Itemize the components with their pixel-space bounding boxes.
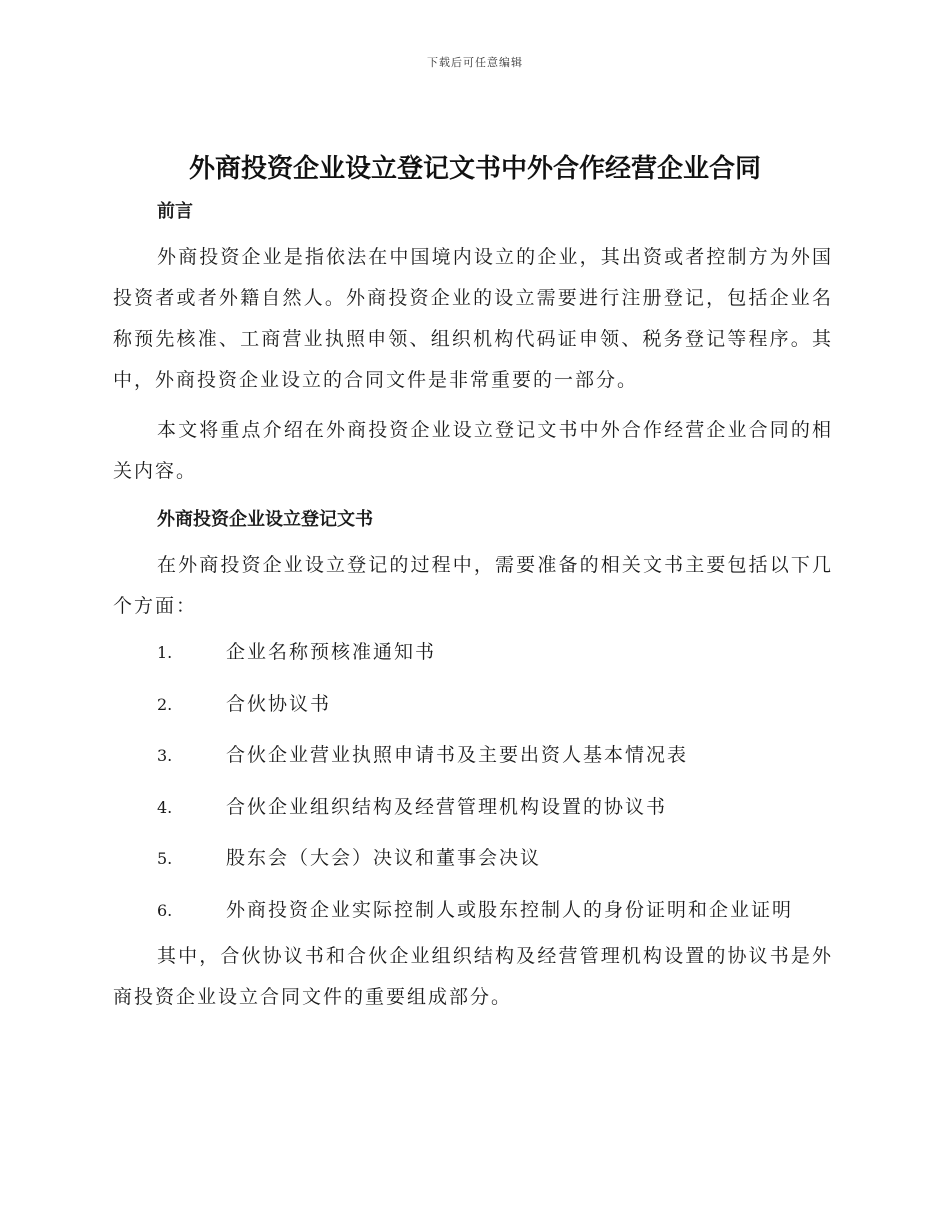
section-heading-registration-documents: 外商投资企业设立登记文书 [157,509,373,530]
page-header-note: 下载后可任意编辑 [427,56,523,69]
list-item-number: 6. [157,900,173,920]
list-item-text: 外商投资企业实际控制人或股东控制人的身份证明和企业证明 [226,898,794,921]
list-item [113,627,833,679]
list-item-text: 合伙协议书 [226,692,332,715]
list-item [113,782,833,834]
registration-intro-paragraph: 在外商投资企业设立登记的过程中，需要准备的相关文书主要包括以下几个方面： [113,554,833,617]
list-item-number: 1. [157,643,173,662]
document-body [113,196,833,1018]
list-item-text: 企业名称预核准通知书 [226,641,437,663]
list-item-number: 3. [157,746,173,765]
registration-closing-paragraph: 其中，合伙协议书和合伙企业组织结构及经营管理机构设置的协议书是外商投资企业设立合同文件的重要组成部分。 [113,945,833,1008]
preface-paragraph-1: 外商投资企业是指依法在中国境内设立的企业，其出资或者控制方为外国投资者或者外籍自然人。外商投资企业的设立需要进行注册登记，包括企业名称预先核准、工商营业执照申领、组织机构代码证申领、税务登记等程序。其中，外商投资企业设立的合同文件是非常重要的一部分。 [113,246,833,391]
required-documents-list [113,627,833,936]
list-item-number: 2. [157,694,173,714]
section-heading-preface: 前言 [157,201,193,222]
preface-paragraph-2: 本文将重点介绍在外商投资企业设立登记文书中外合作经营企业合同的相关内容。 [113,419,833,482]
list-item [113,885,833,937]
list-item [113,730,833,782]
document-title: 外商投资企业设立登记文书中外合作经营企业合同 [188,154,761,184]
list-item-text: 合伙企业组织结构及经营管理机构设置的协议书 [226,795,668,818]
list-item-number: 4. [157,797,173,817]
list-item [113,833,833,885]
list-item [113,679,833,731]
list-item-number: 5. [157,849,173,868]
list-item-text: 合伙企业营业执照申请书及主要出资人基本情况表 [226,744,689,766]
list-item-text: 股东会（大会）决议和董事会决议 [226,847,542,869]
